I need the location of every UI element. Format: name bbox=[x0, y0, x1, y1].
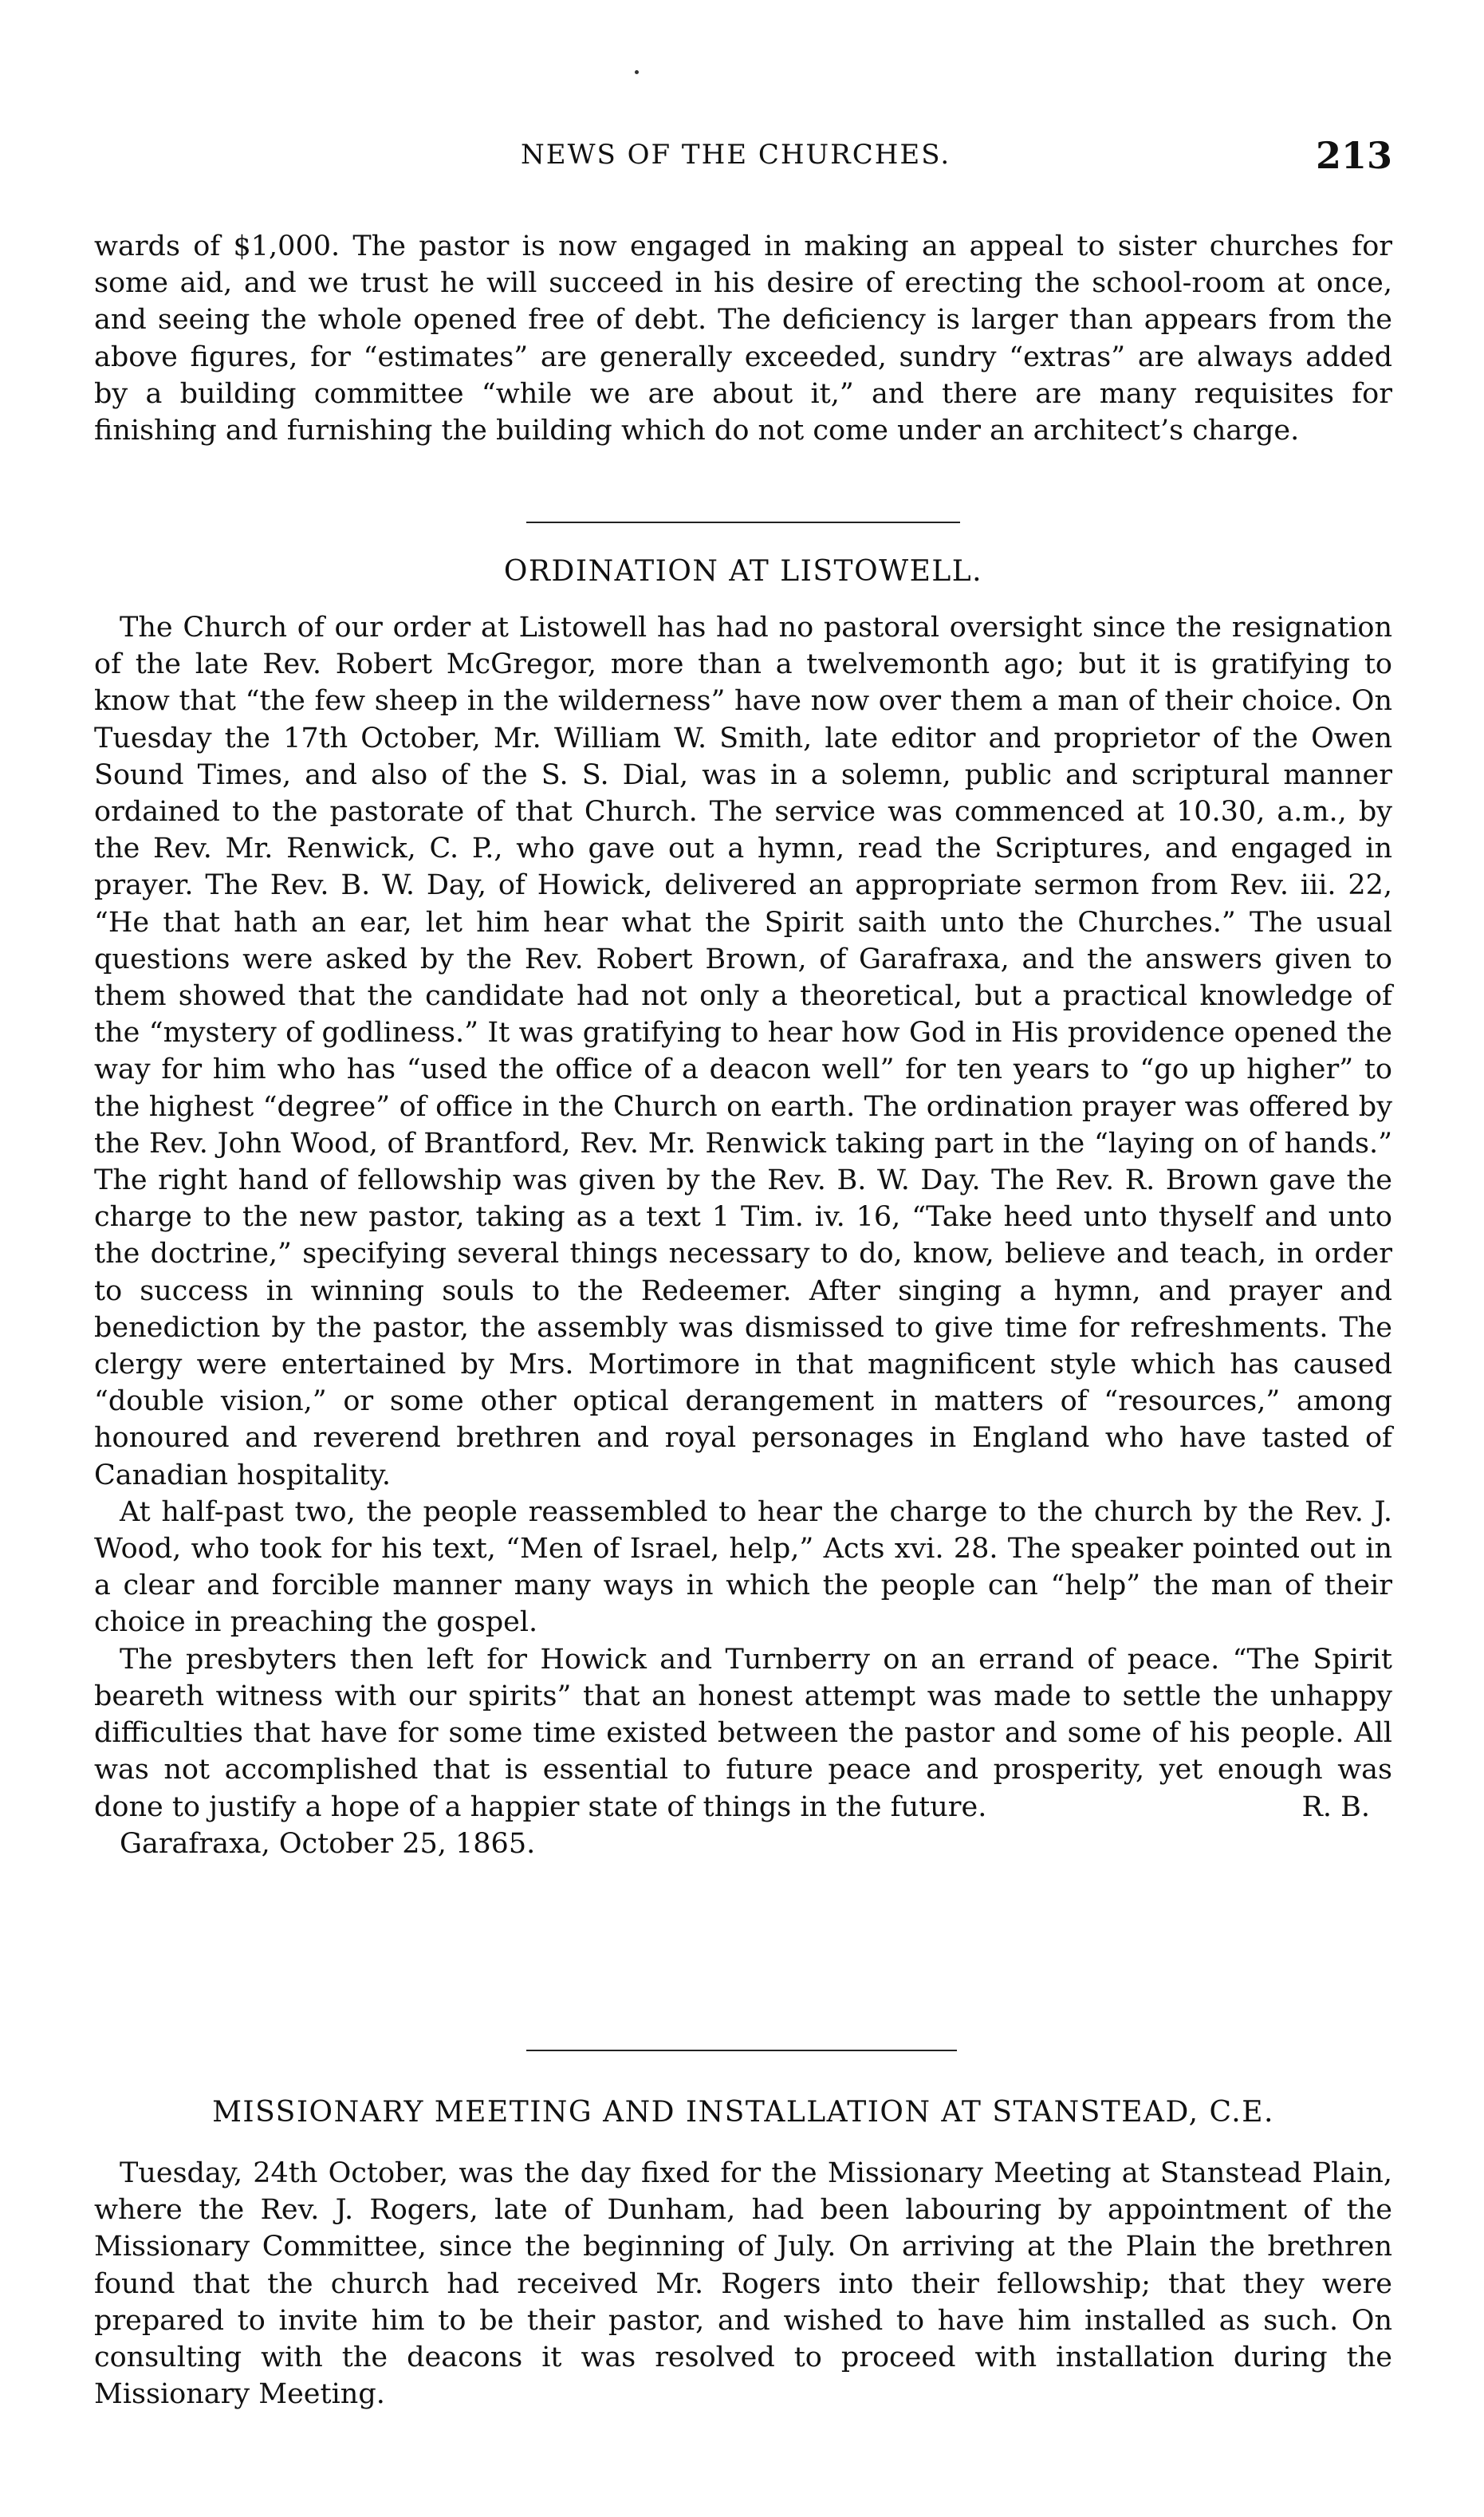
running-header bbox=[94, 134, 1392, 182]
article-paragraph: The Church of our order at Listowell has had no pastoral oversight since the resignation of the late Rev. Robert McGregor, more than a twelvemonth ago; but it is gratifying to know that “the few sheep in the wilderness” have now over them a man of their choice. On Tuesday the 17th October, Mr. William W. Smith, late editor and proprietor of the Owen Sound Times, and also of the S. S. Dial, was in a solemn, public and scriptural manner ordained to the pastorate of that Church. The service was commenced at 10.30, a.m., by the Rev. Mr. Renwick, C. P., who gave out a hymn, read the Scriptures, and engaged in prayer. The Rev. B. W. Day, of Howick, delivered an appropriate sermon from Rev. iii. 22, “He that hath an ear, let him hear what the Spirit saith unto the Churches.” The usual questions were asked by the Rev. Robert Brown, of Garafraxa, and the answers given to them showed that the candidate had not only a theoretical, but a practical knowledge of the “mystery of godliness.” It was gratifying to hear how God in His providence opened the way for him who has “used the office of a deacon well” for ten years to “go up higher” to the highest “degree” of office in the Church on earth. The ordination prayer was offered by the Rev. John Wood, of Brantford, Rev. Mr. Renwick taking part in the “laying on of hands.” The right hand of fellowship was given by the Rev. B. W. Day. The Rev. R. Brown gave the charge to the new pastor, taking as a text 1 Tim. iv. 16, “Take heed unto thyself and unto the doctrine,” specifying several things necessary to do, know, believe and teach, in order to success in winning souls to the Redeemer. After singing a hymn, and prayer and benediction by the pastor, the assembly was dismissed to give time for refreshments. The clergy were entertained by Mrs. Mortimore in that magnificent style which has caused “double vision,” or some other optical derangement in matters of “resources,” among honoured and reverend brethren and royal personages in England who have tasted of Canadian hospitality. bbox=[94, 612, 1392, 1491]
section-heading-ordination: ORDINATION AT LISTOWELL. bbox=[503, 555, 983, 588]
section-divider-2 bbox=[526, 2050, 957, 2051]
dateline: Garafraxa, October 25, 1865. bbox=[120, 1827, 536, 1860]
section-heading-missionary: MISSIONARY MEETING AND INSTALLATION AT STANSTEAD, C.E. bbox=[212, 2096, 1274, 2129]
missionary-article bbox=[94, 2155, 1392, 2413]
continuation-paragraph: wards of $1,000. The pastor is now engaged in making an appeal to sister churches for some aid, and we trust he will succeed in his desire of erecting the school-room at once, and seeing the whole opened free of debt. The deficiency is larger than appears from the above figures, for “estimates” are generally exceeded, sundry “extras” are always added by a building committee “while we are about it,” and there are many requisites for finishing and furnishing the building which do not come under an architect’s charge. bbox=[94, 230, 1392, 447]
article-paragraph: At half-past two, the people reassembled to hear the charge to the church by the Rev. J. Wood, who took for his text, “Men of Israel, help,” Acts xvi. 28. The speaker pointed out in a clear and forcible manner many ways in which the people can “help” the man of their choice in preaching the gospel. bbox=[94, 1495, 1392, 1639]
page-number: 213 bbox=[1315, 134, 1392, 177]
section-divider-1 bbox=[526, 522, 960, 523]
article-paragraph bbox=[94, 1641, 1392, 1826]
article-paragraph: Tuesday, 24th October, was the day fixed for the Missionary Meeting at Stanstead Plain, where the Rev. J. Rogers, late of Dunham, had been labouring by appointment of the Missionary Committee, since the beginning of July. On arriving at the Plain the brethren found that the church had received Mr. Rogers into their fellowship; that they were prepared to invite him to be their pastor, and wished to have him installed as such. On consulting with the deacons it was resolved to proceed with installation during the Missionary Meeting. bbox=[94, 2157, 1392, 2411]
scan-speck bbox=[635, 70, 639, 74]
article-paragraph-text: The presbyters then left for Howick and Turnberry on an errand of peace. “The Spirit beareth witness with our spirits” that an honest attempt was made to settle the unhappy difficulties that have for some time existed between the pastor and some of his people. All was not accomplished that is essential to future peace and prosperity, yet enough was done to justify a hope of a happier state of things in the future. bbox=[94, 1643, 1392, 1823]
running-title: NEWS OF THE CHURCHES. bbox=[521, 139, 951, 171]
ordination-article bbox=[94, 609, 1392, 1862]
author-signature: R. B. bbox=[1301, 1790, 1370, 1823]
continuation-block bbox=[94, 228, 1392, 449]
